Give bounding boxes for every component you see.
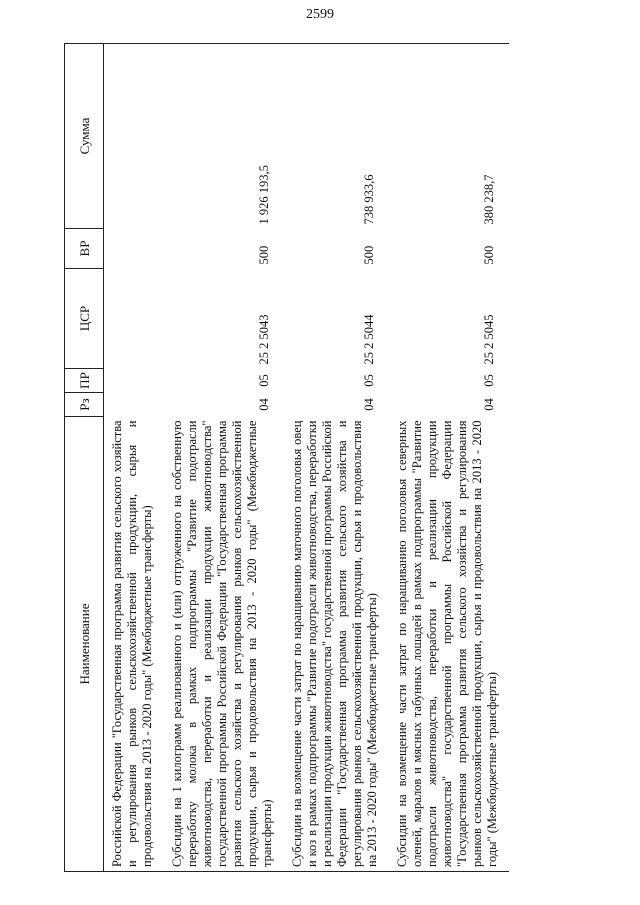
- table-row: [164, 44, 284, 872]
- row-vr-cell: 500: [362, 245, 376, 265]
- row-vr-cell: [104, 229, 165, 269]
- budget-table: [64, 43, 509, 872]
- row-rz-cell: [104, 393, 165, 417]
- row-rz-cell: 04: [482, 398, 496, 411]
- row-sum-cell: 380 238,7: [389, 44, 509, 229]
- table-row: [284, 44, 389, 872]
- row-vr-cell: 500: [257, 245, 271, 265]
- row-sum-cell: [104, 44, 165, 229]
- row-name-cell: Субсидии на возмещение части затрат по наращиванию маточного поголовья овец и коз в рамках подпрограммы "Развитие подотрасли животноводства, переработки и реализации продукции животноводства" государственной программы Российской Федерации "Государственная программа развития сельского хозяйства и регулирования рынков сельскохозяйственной продукции, сырья и продовольствия на 2013 - 2020 годы" (Межбюджетные трансферты): [284, 417, 389, 872]
- table-header-row: [65, 44, 104, 872]
- row-pr-cell: 05: [362, 374, 376, 387]
- row-name-cell: Российской Федерации "Государственная программа развития сельского хозяйства и регулирования рынков сельскохозяйственной продукции, сырья и продовольствия на 2013 - 2020 годы" (Межбюджетные трансферты): [104, 417, 165, 872]
- row-pr-cell: 05: [257, 374, 271, 387]
- row-csr-cell: 25 2 5043: [257, 314, 271, 365]
- column-header-name: Наименование: [65, 417, 104, 872]
- row-name-cell: Субсидии на возмещение части затрат по наращиванию поголовья северных оленей, маралов и мясных табунных лошадей в рамках подпрограммы "Развитие подотрасли животноводства, переработки и реализации продукции животноводства" государственной программы Российской Федерации "Государственная программа развития сельского хозяйства и регулирования рынков сельскохозяйственной продукции, сырья и продовольствия на 2013 - 2020 годы" (Межбюджетные трансферты): [389, 417, 509, 872]
- row-sum-cell: 738 933,6: [284, 44, 389, 229]
- budget-table-rotated: [64, 44, 592, 872]
- column-header-csr: ЦСР: [65, 269, 104, 369]
- column-header-rz: Рз: [65, 393, 104, 417]
- row-name-cell: Субсидии на 1 килограмм реализованного и (или) отгруженного на собственную переработку молока в рамках подпрограммы "Развитие подотрасли животноводства, переработки и реализации продукции животноводства" государственной программы Российской Федерации "Государственная программа развития сельского хозяйства и регулирования рынков сельскохозяйственной продукции, сырья и продовольствия на 2013 - 2020 годы" (Межбюджетные трансферты): [164, 417, 284, 872]
- row-csr-cell: [104, 269, 165, 369]
- column-header-sum: Сумма: [65, 44, 104, 229]
- table-row: [389, 44, 509, 872]
- row-pr-cell: 05: [482, 374, 496, 387]
- row-sum-cell: 1 926 193,5: [164, 44, 284, 229]
- page-number: 2599: [306, 7, 334, 22]
- row-rz-cell: 04: [257, 398, 271, 411]
- table-row: [104, 44, 165, 872]
- column-header-vr: ВР: [65, 229, 104, 269]
- row-csr-cell: 25 2 5045: [482, 314, 496, 365]
- row-csr-cell: 25 2 5044: [362, 314, 376, 365]
- row-vr-cell: 500: [482, 245, 496, 265]
- row-pr-cell: [104, 369, 165, 393]
- column-header-pr: ПР: [65, 369, 104, 393]
- row-rz-cell: 04: [362, 398, 376, 411]
